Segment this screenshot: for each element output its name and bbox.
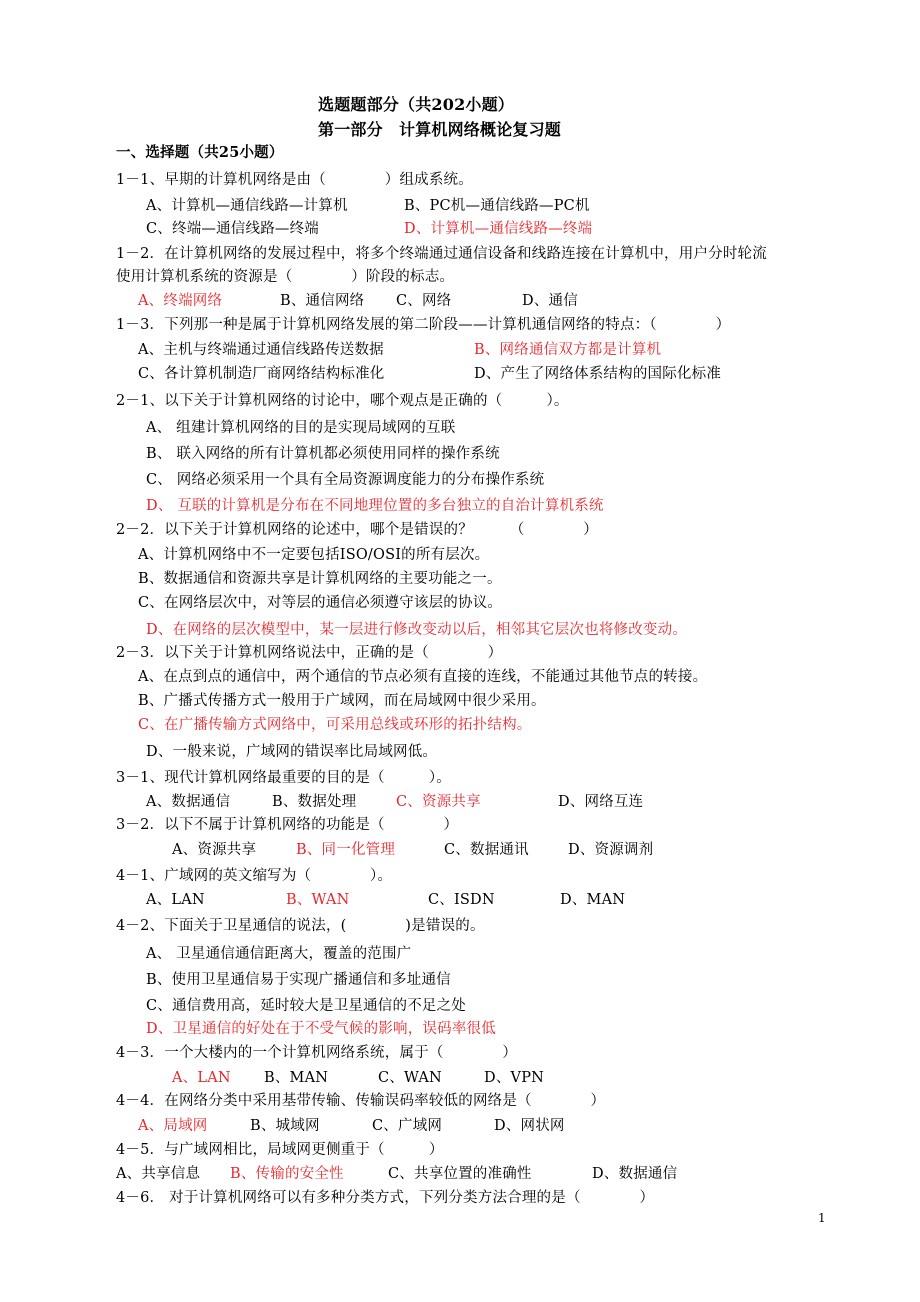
option-a: A、共享信息 — [116, 1166, 201, 1182]
question-1-2-stem: 1－2．在计算机网络的发展过程中，将多个终端通过通信设备和线路连接在计算机中，用户分时轮流 — [116, 246, 767, 262]
option-a-answer: A、终端网络 — [138, 293, 223, 309]
option-c: C、各计算机制造厂商网络结构标准化 — [138, 366, 385, 382]
option-a: A、数据通信 — [146, 794, 231, 810]
question-3-2-stem: 3－2．以下不属于计算机网络的功能是（ ） — [116, 817, 459, 833]
question-1-1-stem: 1－1、早期的计算机网络是由（ ）组成系统。 — [116, 172, 473, 188]
question-4-4-stem: 4－4．在网络分类中采用基带传输、传输误码率较低的网络是（ ） — [116, 1093, 606, 1109]
option-d: D、MAN — [560, 892, 626, 908]
option-d: D、数据通信 — [592, 1166, 678, 1182]
section-heading: 一、选择题（共25小题） — [116, 144, 284, 161]
question-2-1-option-d-answer: D、 互联的计算机是分布在不同地理位置的多台独立的自治计算机系统 — [146, 498, 604, 514]
option-b-answer: B、同一化管理 — [296, 842, 396, 858]
option-b: B、数据处理 — [272, 794, 357, 810]
option-a: A、主机与终端通过通信线路传送数据 — [138, 342, 384, 358]
option-a-answer: A、LAN — [172, 1070, 231, 1086]
question-2-2-option-d-answer: D、在网络的层次模型中，某一层进行修改变动以后，相邻其它层次也将修改变动。 — [146, 622, 688, 638]
option-d: D、网络互连 — [558, 794, 644, 810]
question-4-2-option-c: C、通信费用高，延时较大是卫星通信的不足之处 — [146, 998, 466, 1014]
option-d: D、网状网 — [494, 1118, 565, 1134]
option-d: D、产生了网络体系结构的国际化标准 — [474, 366, 722, 382]
option-a-answer: A、局域网 — [138, 1118, 208, 1134]
question-2-2-option-a: A、计算机网络中不一定要包括ISO/OSI的所有层次。 — [138, 547, 490, 563]
option-a: A、资源共享 — [172, 842, 257, 858]
question-2-3-option-c-answer: C、在广播传输方式网络中，可采用总线或环形的拓扑结构。 — [138, 717, 532, 733]
option-b-answer: B、网络通信双方都是计算机 — [474, 342, 662, 358]
option-c: C、网络 — [396, 293, 452, 309]
option-d: D、资源调剂 — [568, 842, 654, 858]
question-4-3-stem: 4－3．一个大楼内的一个计算机网络系统，属于（ ） — [116, 1045, 518, 1061]
option-d-answer: D、计算机—通信线路—终端 — [404, 221, 593, 237]
option-c: C、数据通讯 — [444, 842, 529, 858]
option-b: B、PC机—通信线路—PC机 — [404, 198, 590, 214]
question-1-3-stem: 1－3．下列那一种是属于计算机网络发展的第二阶段——计算机通信网络的特点：（ ） — [116, 317, 731, 333]
option-b-answer: B、传输的安全性 — [230, 1166, 344, 1182]
option-d: D、通信 — [522, 293, 578, 309]
question-2-2-option-c: C、在网络层次中，对等层的通信必须遵守该层的协议。 — [138, 595, 503, 611]
question-2-1-option-b: B、 联入网络的所有计算机都必须使用同样的操作系统 — [146, 446, 500, 462]
option-b: B、城域网 — [250, 1118, 320, 1134]
question-2-1-option-c: C、 网络必须采用一个具有全局资源调度能力的分布操作系统 — [146, 472, 545, 488]
option-b: B、MAN — [264, 1070, 329, 1086]
option-a: A、计算机—通信线路—计算机 — [146, 198, 348, 214]
question-2-3-option-d: D、一般来说，广域网的错误率比局域网低。 — [146, 744, 438, 760]
question-4-2-stem: 4－2、下面关于卫星通信的说法，( )是错误的。 — [116, 918, 485, 934]
question-2-2-stem: 2－2．以下关于计算机网络的论述中，哪个是错误的？ （ ） — [116, 522, 598, 538]
option-c-answer: C、资源共享 — [396, 794, 481, 810]
question-1-2-stem-cont: 使用计算机系统的资源是（ ）阶段的标志。 — [116, 269, 455, 285]
option-c: C、共享位置的准确性 — [388, 1166, 532, 1182]
option-d: D、VPN — [484, 1070, 545, 1086]
question-4-1-stem: 4－1、广域网的英文缩写为（ ）。 — [116, 868, 393, 884]
question-4-2-option-d-answer: D、卫星通信的好处在于不受气候的影响，误码率很低 — [146, 1021, 496, 1037]
option-c: C、WAN — [378, 1070, 442, 1086]
question-4-5-stem: 4－5．与广域网相比，局域网更侧重于（ ） — [116, 1142, 444, 1158]
question-2-1-option-a: A、 组建计算机网络的目的是实现局域网的互联 — [146, 420, 456, 436]
option-a: A、LAN — [146, 892, 205, 908]
part-title: 第一部分 计算机网络概论复习题 — [318, 120, 562, 139]
question-2-3-option-b: B、广播式传播方式一般用于广域网，而在局域网中很少采用。 — [138, 693, 546, 709]
option-b-answer: B、WAN — [286, 892, 350, 908]
question-3-1-stem: 3－1、现代计算机网络最重要的目的是（ ）。 — [116, 770, 451, 786]
question-2-3-stem: 2－3．以下关于计算机网络说法中，正确的是（ ） — [116, 645, 503, 661]
question-4-2-option-b: B、使用卫星通信易于实现广播通信和多址通信 — [146, 972, 451, 988]
option-c: C、终端—通信线路—终端 — [146, 221, 319, 237]
option-c: C、广域网 — [372, 1118, 443, 1134]
question-2-1-stem: 2－1、以下关于计算机网络的讨论中，哪个观点是正确的（ ）。 — [116, 393, 569, 409]
question-4-2-option-a: A、 卫星通信通信距离大，覆盖的范围广 — [146, 946, 412, 962]
question-2-3-option-a: A、在点到点的通信中，两个通信的节点必须有直接的连线，不能通过其他节点的转接。 — [138, 669, 708, 685]
question-4-6-stem: 4－6． 对于计算机网络可以有多种分类方式，下列分类方法合理的是（ ） — [116, 1190, 655, 1206]
option-b: B、通信网络 — [280, 293, 365, 309]
question-2-2-option-b: B、数据通信和资源共享是计算机网络的主要功能之一。 — [138, 571, 502, 587]
page-number: 1 — [818, 1211, 826, 1225]
document-title: 选题题部分（共202小题） — [318, 95, 514, 114]
option-c: C、ISDN — [428, 892, 495, 908]
